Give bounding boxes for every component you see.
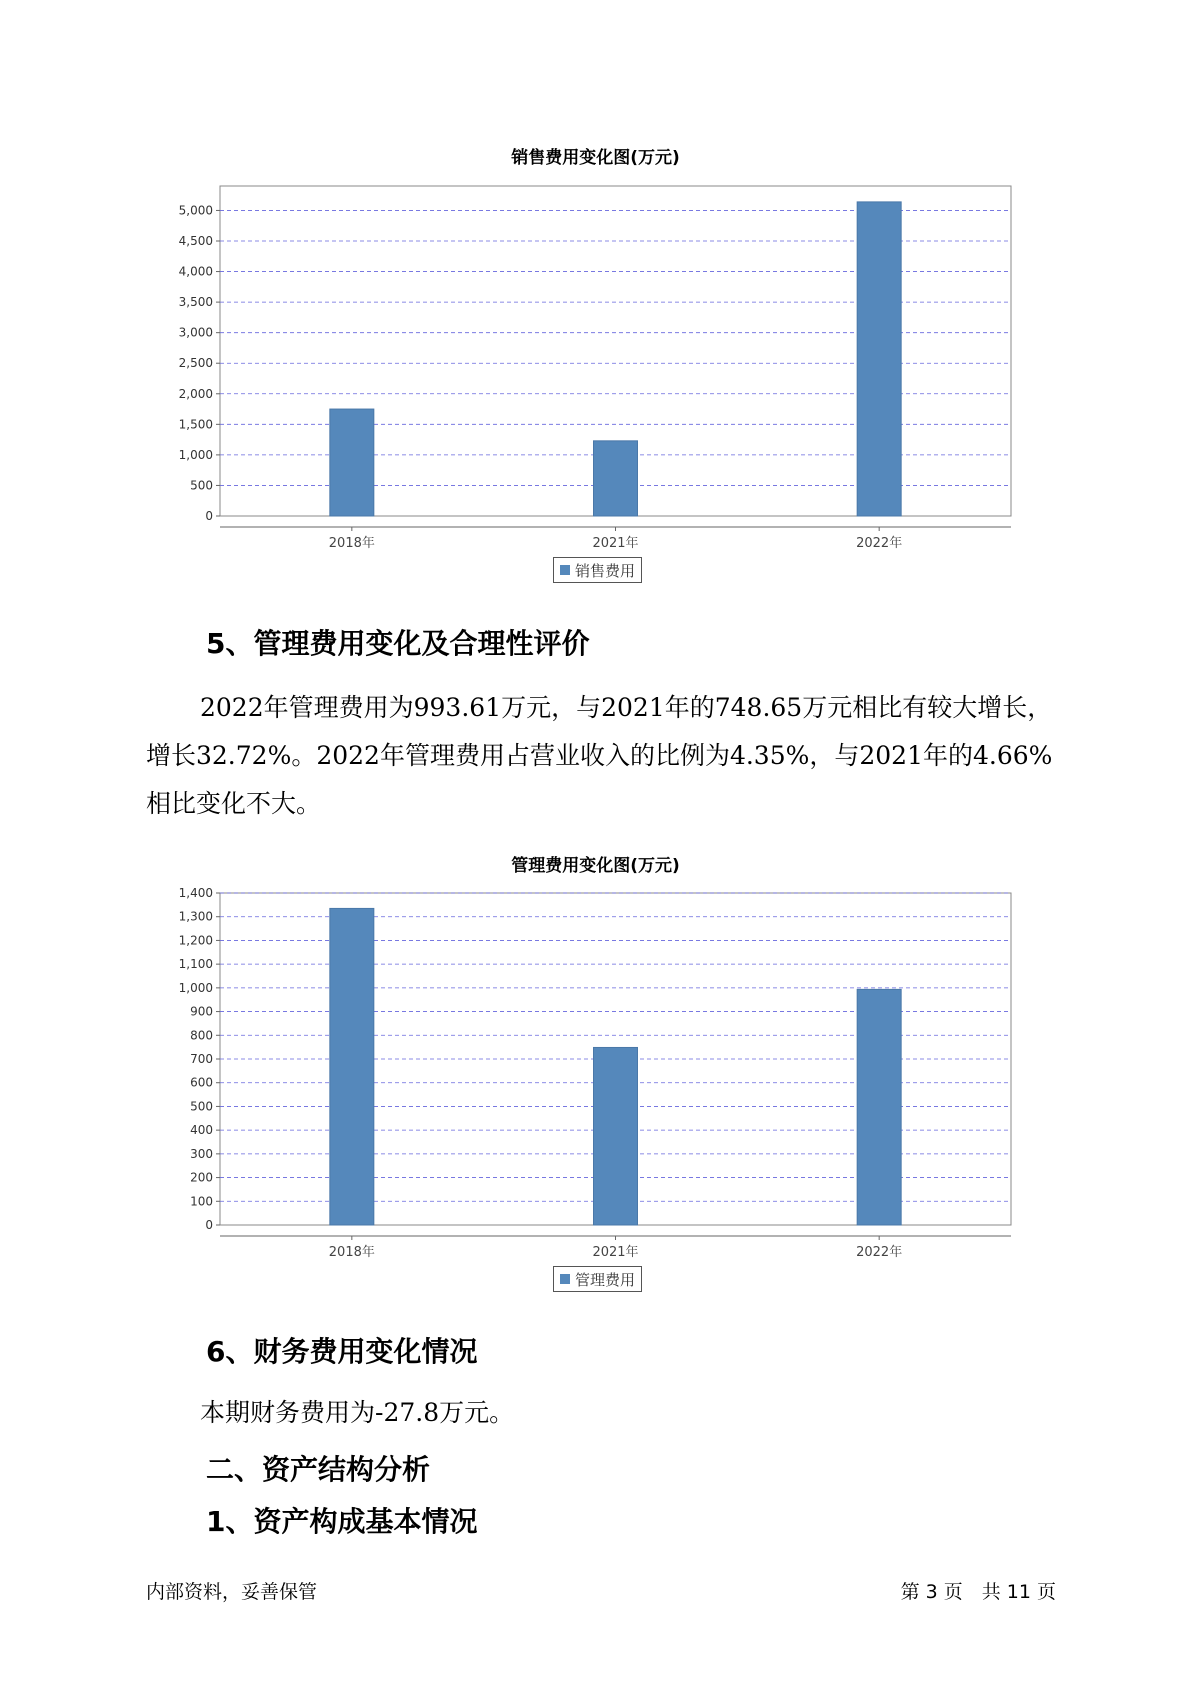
y-tick-label: 500 [190,478,213,493]
y-tick-label: 5,000 [178,203,213,218]
y-tick-label: 1,000 [178,447,213,462]
y-tick-label: 800 [190,1028,213,1043]
x-tick-label: 2021年 [592,536,639,550]
sales-expense-chart [0,150,1191,550]
page-number: 第 3 页 共 11 页 [900,1581,1056,1603]
y-tick-label: 0 [205,509,213,523]
bar-2021年 [594,441,638,516]
y-tick-label: 100 [190,1194,213,1209]
management-expense-chart [0,860,1191,1260]
section5-heading: 5、管理费用变化及合理性评价 [206,627,590,660]
y-tick-label: 3,500 [178,295,213,310]
section5-paragraph: 2022年管理费用为993.61万元，与2021年的748.65万元相比有较大增长，增长32.72%。2022年管理费用占营业收入的比例为4.35%，与2021年的4.66%相比变化不大。 [146,693,1053,818]
y-tick-label: 1,100 [178,957,213,972]
section-two-heading: 二、资产结构分析 [206,1453,431,1486]
bar-2022年 [857,202,901,516]
legend-swatch [560,1274,570,1284]
x-tick-label: 2021年 [592,1245,639,1260]
y-tick-label: 3,000 [178,325,213,340]
bar-2021年 [594,1047,638,1225]
chart1-title: 销售费用变化图(万元) [511,148,680,168]
y-tick-label: 700 [190,1052,213,1066]
x-tick-label: 2022年 [856,536,903,550]
x-tick-label: 2018年 [328,1245,375,1260]
bar-2018年 [330,908,374,1225]
bar-2018年 [330,409,374,516]
chart1-legend-label: 销售费用 [575,561,636,580]
y-tick-label: 1,000 [178,980,213,995]
y-tick-label: 2,000 [178,386,213,401]
chart2-title: 管理费用变化图(万元) [511,856,680,876]
y-tick-label: 4,000 [178,264,213,279]
chart2-legend [553,1266,642,1292]
y-tick-label: 900 [190,1004,213,1019]
y-tick-label: 1,500 [178,417,213,432]
chart2-legend-label: 管理费用 [575,1270,636,1289]
chart1-legend [553,557,642,583]
y-tick-label: 400 [190,1123,213,1138]
y-tick-label: 200 [190,1170,213,1185]
y-tick-label: 600 [190,1075,213,1090]
section6-paragraph: 本期财务费用为-27.8万元。 [200,1398,515,1427]
y-tick-label: 1,400 [178,886,213,900]
section6-heading: 6、财务费用变化情况 [206,1335,478,1368]
legend-swatch [560,565,570,575]
section-two-subheading: 1、资产构成基本情况 [206,1505,478,1538]
y-tick-label: 1,300 [178,909,213,924]
y-tick-label: 4,500 [178,234,213,248]
y-tick-label: 1,200 [178,933,213,948]
y-tick-label: 500 [190,1099,213,1114]
x-tick-label: 2022年 [856,1245,903,1260]
y-tick-label: 2,500 [178,356,213,371]
bar-2022年 [857,989,901,1225]
x-tick-label: 2018年 [328,536,375,550]
y-tick-label: 300 [190,1146,213,1161]
footer-note: 内部资料，妥善保管 [146,1581,318,1603]
y-tick-label: 0 [205,1218,213,1232]
